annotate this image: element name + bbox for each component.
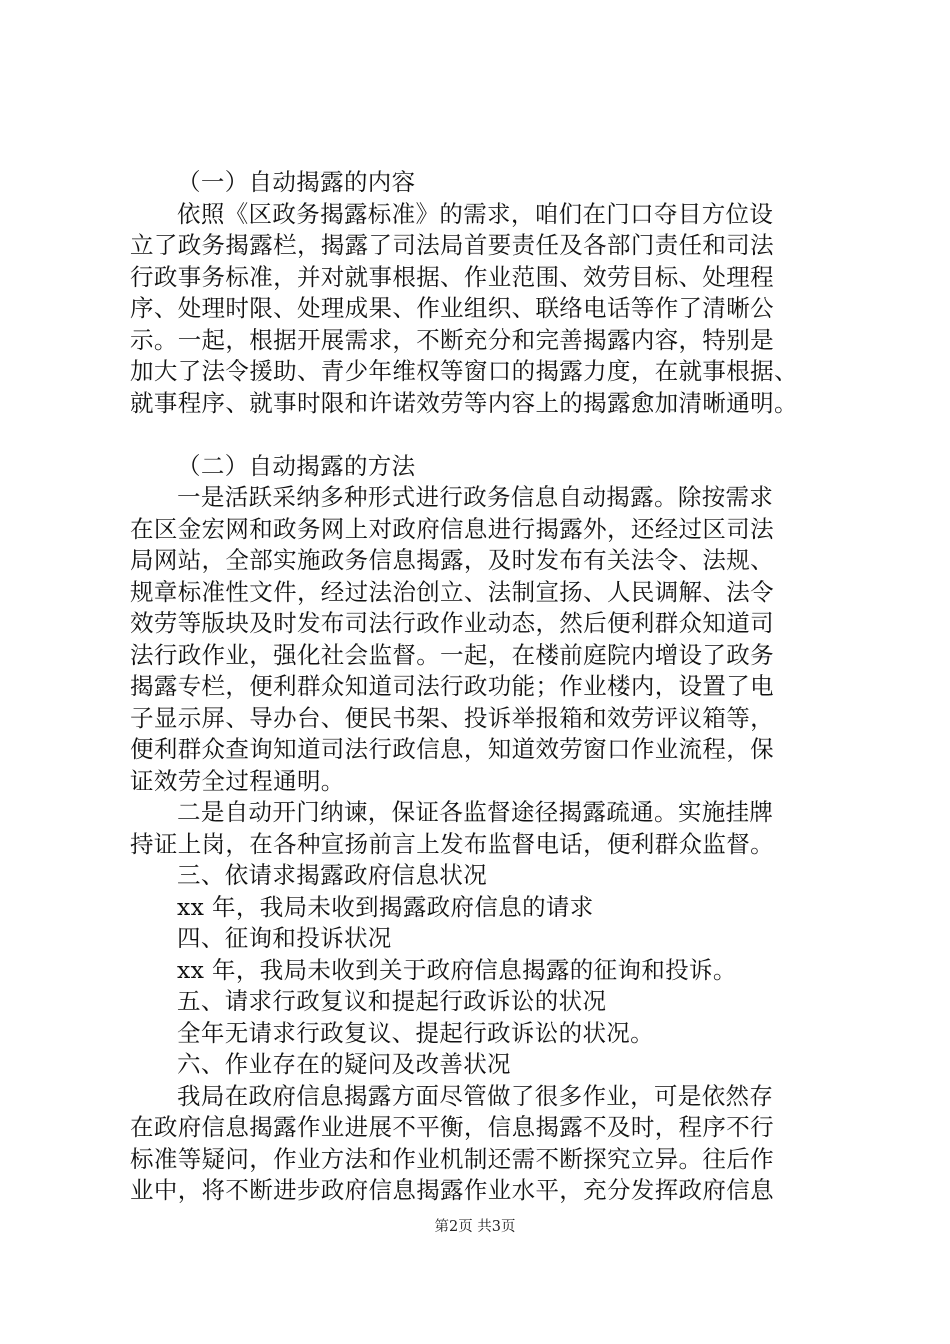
paragraph-line: 标准等疑问，作业方法和作业机制还需不断探究立异。往后作: [130, 1144, 774, 1173]
paragraph-line: xx 年，我局未收到揭露政府信息的请求: [177, 892, 594, 921]
paragraph-line: 效劳等版块及时发布司法行政作业动态，然后便利群众知道司: [130, 609, 774, 637]
paragraph-line: 二是自动开门纳谏，保证各监督途径揭露疏通。实施挂牌: [177, 798, 774, 826]
paragraph-line: 业中，将不断进步政府信息揭露作业水平，充分发挥政府信息: [130, 1176, 774, 1204]
paragraph-line: 加大了法令援助、青少年维权等窗口的揭露力度，在就事根据、: [130, 357, 798, 385]
paragraph-line: 序、处理时限、处理成果、作业组织、联络电话等作了清晰公: [130, 294, 774, 322]
paragraph-spacer: [130, 419, 830, 451]
section-heading-request-disclosure: 三、依请求揭露政府信息状况: [177, 861, 488, 889]
paragraph-line: 规章标准性文件，经过法治创立、法制宣扬、人民调解、法令: [130, 577, 774, 606]
paragraph-line: 全年无请求行政复议、提起行政诉讼的状况。: [177, 1018, 654, 1047]
section-heading-problems-improvements: 六、作业存在的疑问及改善状况: [177, 1050, 511, 1078]
paragraph-line: 立了政务揭露栏，揭露了司法局首要责任及各部门责任和司法: [130, 231, 774, 259]
section-heading-inquiry-complaint: 四、征询和投诉状况: [177, 924, 392, 952]
paragraph-line: 就事程序、就事时限和许诺效劳等内容上的揭露愈加清晰通明。: [130, 388, 798, 417]
paragraph-line: 行政事务标准，并对就事根据、作业范围、效劳目标、处理程: [130, 262, 774, 291]
paragraph-line: 证效劳全过程通明。: [130, 766, 345, 795]
paragraph-line: 一是活跃采纳多种形式进行政务信息自动揭露。除按需求: [177, 483, 774, 511]
section-heading-review-litigation: 五、请求行政复议和提起行政诉讼的状况: [177, 987, 607, 1015]
paragraph-line: 依照《区政务揭露标准》的需求，咱们在门口夺目方位设: [177, 199, 774, 228]
paragraph-line: 在政府信息揭露作业进展不平衡，信息揭露不及时，程序不行: [130, 1113, 774, 1141]
page-number-footer: 第2页 共3页: [434, 1219, 516, 1235]
paragraph-line: 局网站，全部实施政务信息揭露，及时发布有关法令、法规、: [130, 546, 774, 574]
section-heading-auto-disclosure-content: （一）自动揭露的内容: [177, 168, 416, 196]
paragraph-line: 便利群众查询知道司法行政信息，知道效劳窗口作业流程，保: [130, 735, 774, 763]
paragraph-line: 持证上岗，在各种宣扬前言上发布监督电话，便利群众监督。: [130, 829, 774, 858]
paragraph-line: 子显示屏、导办台、便民书架、投诉举报箱和效劳评议箱等，: [130, 703, 774, 732]
document-body: [130, 167, 830, 1207]
paragraph-line: 在区金宏网和政务网上对政府信息进行揭露外，还经过区司法: [130, 514, 774, 543]
paragraph-line: 示。一起，根据开展需求，不断充分和完善揭露内容，特别是: [130, 325, 774, 354]
paragraph-line: 我局在政府信息揭露方面尽管做了很多作业，可是依然存: [177, 1081, 774, 1110]
section-heading-auto-disclosure-method: （二）自动揭露的方法: [177, 451, 416, 480]
paragraph-line: 揭露专栏，便利群众知道司法行政功能；作业楼内，设置了电: [130, 672, 774, 700]
paragraph-line: 法行政作业，强化社会监督。一起，在楼前庭院内增设了政务: [130, 640, 774, 669]
paragraph-line: xx 年，我局未收到关于政府信息揭露的征询和投诉。: [177, 955, 737, 984]
